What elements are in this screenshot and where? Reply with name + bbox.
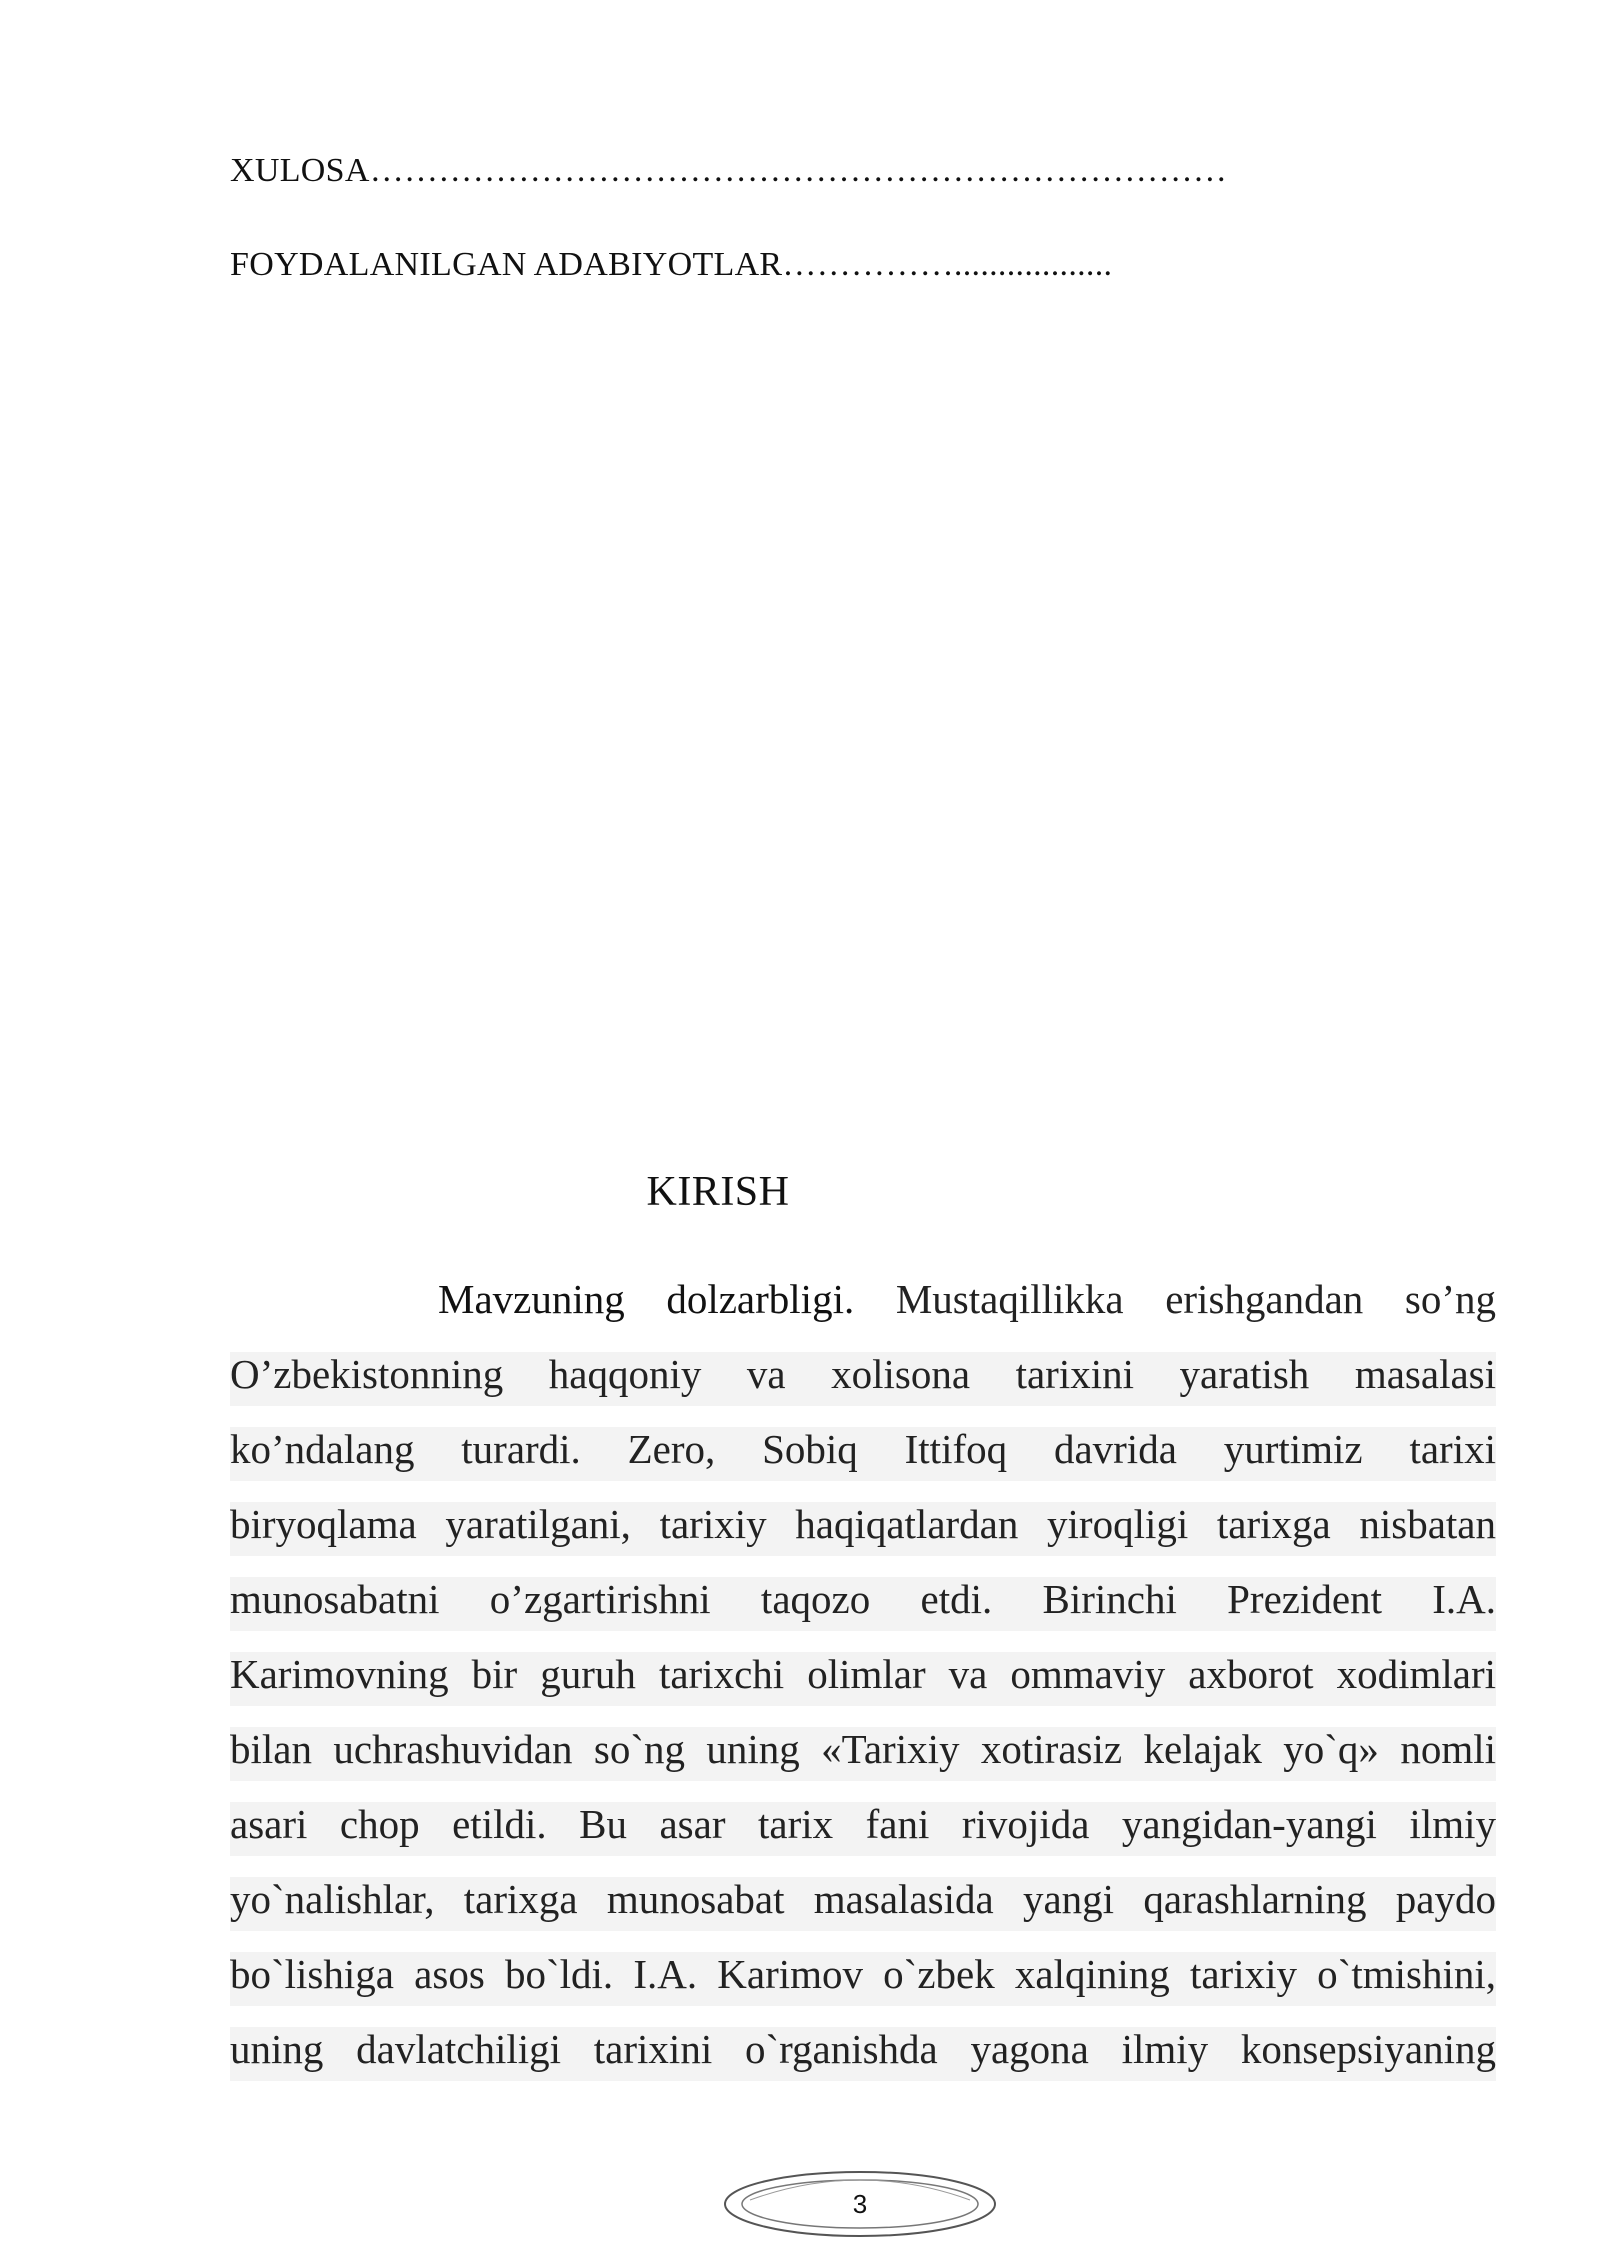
paragraph-line: ko’ndalang turardi. Zero, Sobiq Ittifoq davrida yurtimiz tarixi: [230, 1412, 1496, 1487]
page-footer: [720, 2164, 1000, 2244]
paragraph-line: munosabatni o’zgartirishni taqozo etdi. Birinchi Prezident I.A.: [230, 1562, 1496, 1637]
paragraph-line: uning davlatchiligi tarixini o`rganishda yagona ilmiy konsepsiyaning: [230, 2012, 1496, 2087]
toc-entry-xulosa: XULOSA…………………………………………………………………: [230, 152, 1228, 189]
paragraph-line: yo`nalishlar, tarixga munosabat masalasida yangi qarashlarning paydo: [230, 1862, 1496, 1937]
section-heading-kirish: KIRISH: [646, 1169, 790, 1215]
intro-paragraph: [230, 1262, 1496, 2087]
paragraph-line: bilan uchrashuvidan so`ng uning «Tarixiy xotirasiz kelajak yo`q» nomli: [230, 1712, 1496, 1787]
toc-entry-foydalanilgan-adabiyotlar: FOYDALANILGAN ADABIYOTLAR……………..................: [230, 246, 1113, 283]
page-number: 3: [852, 2189, 868, 2219]
paragraph-line: O’zbekistonning haqqoniy va xolisona tarixini yaratish masalasi: [230, 1337, 1496, 1412]
paragraph-line: biryoqlama yaratilgani, tarixiy haqiqatlardan yiroqligi tarixga nisbatan: [230, 1487, 1496, 1562]
paragraph-line: Karimovning bir guruh tarixchi olimlar va ommaviy axborot xodimlari: [230, 1637, 1496, 1712]
paragraph-lead-phrase: Mavzuning dolzarbligi.: [438, 1276, 855, 1322]
paragraph-line: asari chop etildi. Bu asar tarix fani rivojida yangidan-yangi ilmiy: [230, 1787, 1496, 1862]
paragraph-line-text: Mustaqillikka erishgandan so’ng: [895, 1276, 1497, 1322]
paragraph-line: bo`lishiga asos bo`ldi. I.A. Karimov o`zbek xalqining tarixiy o`tmishini,: [230, 1937, 1496, 2012]
paragraph-line: [230, 1262, 1496, 1337]
